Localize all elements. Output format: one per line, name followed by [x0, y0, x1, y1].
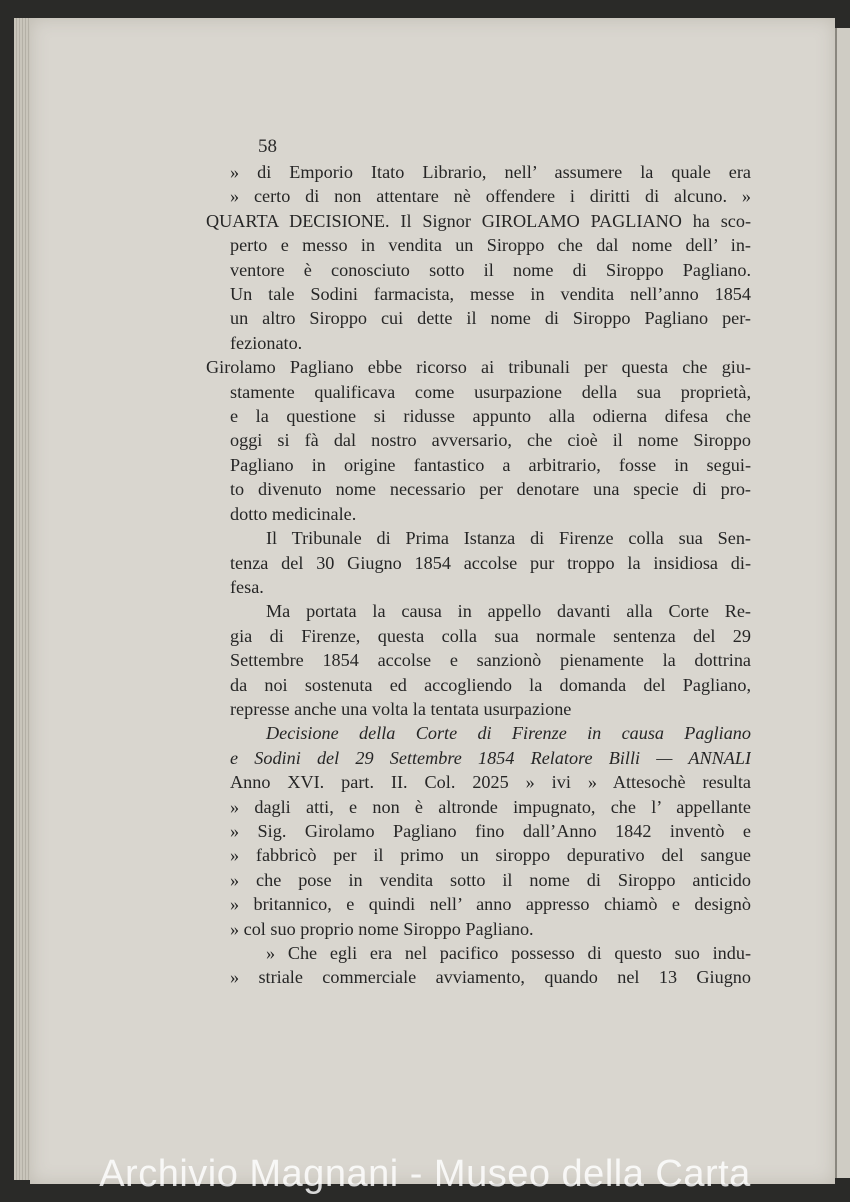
page-number: 58 [258, 136, 277, 157]
text-line: perto e messo in vendita un Siroppo che dal nome dell’ in- [230, 235, 751, 256]
text-line: to divenuto nome necessario per denotare una specie di pro- [230, 479, 751, 500]
text-line: Pagliano in origine fantastico a arbitrario, fosse in segui- [230, 454, 751, 475]
text-line: Decisione della Corte di Firenze in causa Pagliano [266, 723, 751, 744]
text-line: oggi si fà dal nostro avversario, che cioè il nome Siroppo [230, 430, 751, 451]
text-line: » fabbricò per il primo un siroppo depurativo del sangue [230, 845, 751, 866]
text-line: Ma portata la causa in appello davanti alla Corte Re- [266, 601, 751, 622]
text-line: » britannico, e quindi nell’ anno appresso chiamò e designò [230, 894, 751, 915]
text-line: » dagli atti, e non è altronde impugnato, che l’ appellante [230, 796, 751, 817]
text-line: Anno XVI. part. II. Col. 2025 » ivi » Attesochè resulta [230, 772, 751, 793]
text-line: » certo di non attentare nè offendere i diritti di alcuno. » [230, 186, 751, 207]
text-line: Girolamo Pagliano ebbe ricorso ai tribunali per questa che giu- [206, 357, 751, 378]
text-line: » che pose in vendita sotto il nome di Siroppo anticido [230, 869, 751, 890]
text-line: » Sig. Girolamo Pagliano fino dall’Anno 1842 inventò e [230, 820, 751, 841]
facing-page-edge [835, 28, 850, 1178]
text-line: da noi sostenuta ed accogliendo la domanda del Pagliano, [230, 674, 751, 695]
text-line: gia di Firenze, questa colla sua normale sentenza del 29 [230, 625, 751, 646]
text-line: stamente qualificava come usurpazione della sua proprietà, [230, 381, 751, 402]
text-line: fezionato. [230, 332, 303, 353]
page-text [206, 160, 751, 990]
text-line: » di Emporio Itato Librario, nell’ assumere la quale era [230, 162, 751, 182]
text-line: e Sodini del 29 Settembre 1854 Relatore Billi — ANNALI [230, 747, 751, 768]
text-line: ventore è conosciuto sotto il nome di Siroppo Pagliano. [230, 259, 751, 280]
text-line: » striale commerciale avviamento, quando nel 13 Giugno [230, 967, 751, 988]
text-line: fesa. [230, 576, 264, 597]
text-line: un altro Siroppo cui dette il nome di Siroppo Pagliano per- [230, 308, 751, 329]
text-line: e la questione si ridusse appunto alla odierna difesa che [230, 406, 751, 427]
text-line: represse anche una volta la tentata usurpazione [230, 698, 572, 719]
text-line: » col suo proprio nome Siroppo Pagliano. [230, 918, 534, 939]
text-line: tenza del 30 Giugno 1854 accolse pur troppo la insidiosa di- [230, 552, 751, 573]
text-line: Settembre 1854 accolse e sanzionò pienamente la dottrina [230, 650, 751, 671]
text-line: Un tale Sodini farmacista, messe in vendita nell’anno 1854 [230, 284, 751, 305]
text-line: dotto medicinale. [230, 503, 357, 524]
text-line: QUARTA DECISIONE. Il Signor GIROLAMO PAGLIANO ha sco- [206, 210, 751, 231]
archive-watermark: Archivio Magnani - Museo della Carta [99, 1153, 751, 1195]
text-line: Il Tribunale di Prima Istanza di Firenze colla sua Sen- [266, 528, 751, 549]
text-line: » Che egli era nel pacifico possesso di questo suo indu- [266, 943, 751, 963]
